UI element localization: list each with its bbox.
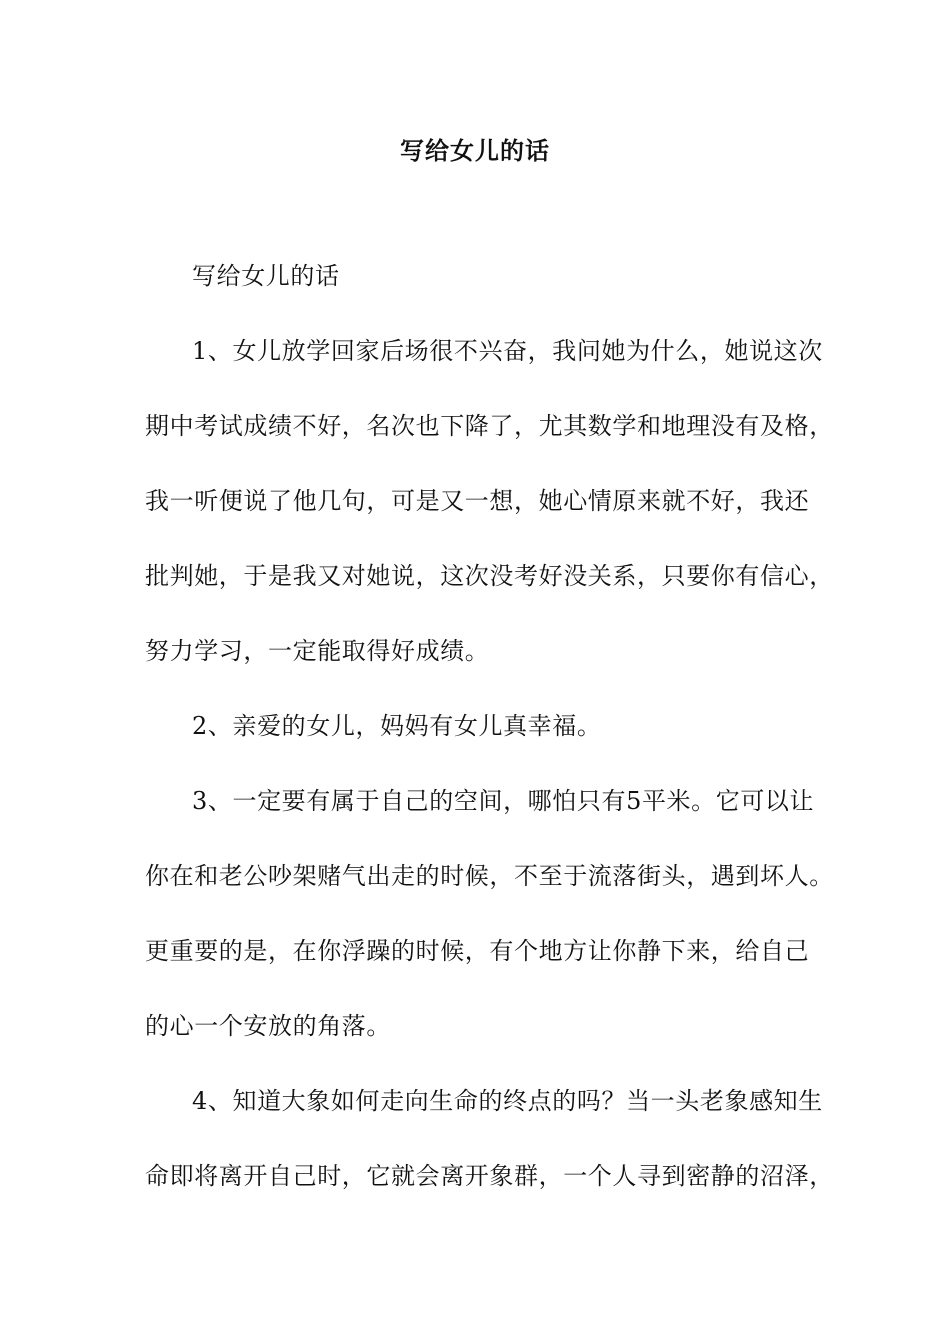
paragraph-line: 更重要的是，在你浮躁的时候，有个地方让你静下来，给自己 <box>145 937 810 965</box>
paragraph-line: 你在和老公吵架赌气出走的时候，不至于流落街头，遇到坏人。 <box>145 862 834 890</box>
paragraph-line: 我一听便说了他几句，可是又一想，她心情原来就不好，我还 <box>145 487 810 515</box>
paragraph-line: 1、女儿放学回家后场很不兴奋，我问她为什么，她说这次 <box>192 337 823 365</box>
paragraph-line: 命即将离开自己时，它就会离开象群，一个人寻到密静的沼泽， <box>145 1162 834 1190</box>
paragraph-line: 2、亲爱的女儿，妈妈有女儿真幸福。 <box>192 712 602 740</box>
paragraph-line: 期中考试成绩不好，名次也下降了，尤其数学和地理没有及格， <box>145 412 834 440</box>
paragraph-line: 努力学习，一定能取得好成绩。 <box>145 637 490 665</box>
document-title: 写给女儿的话 <box>400 136 550 165</box>
paragraph-line: 3、一定要有属于自己的空间，哪怕只有5平米。它可以让 <box>192 787 815 815</box>
paragraph-heading: 写给女儿的话 <box>192 262 340 290</box>
paragraph-line: 批判她，于是我又对她说，这次没考好没关系，只要你有信心， <box>145 562 834 590</box>
paragraph-line: 4、知道大象如何走向生命的终点的吗？当一头老象感知生 <box>192 1087 823 1115</box>
paragraph-line: 的心一个安放的角落。 <box>145 1012 391 1040</box>
